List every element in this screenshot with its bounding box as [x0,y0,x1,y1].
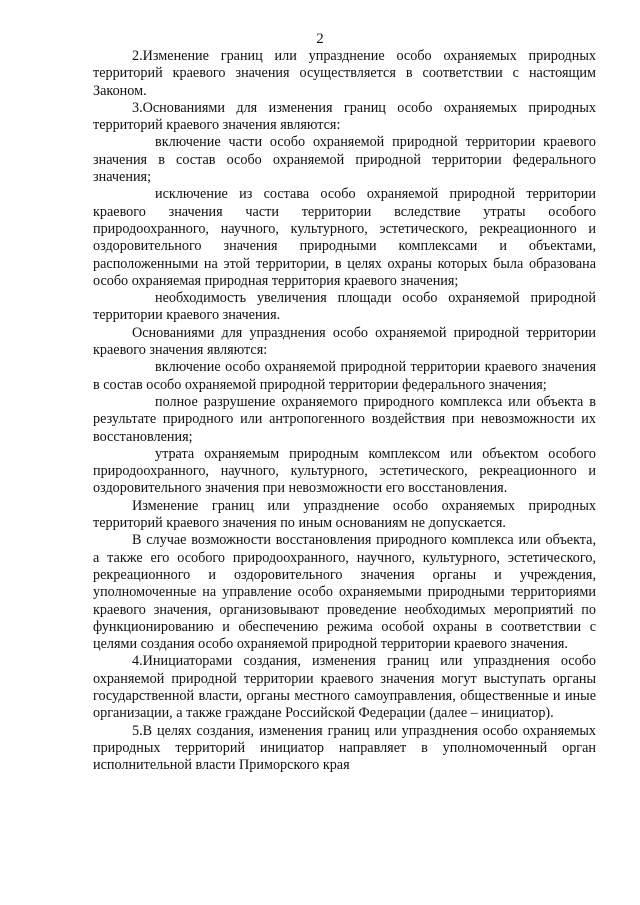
paragraph: утрата охраняемым природным комплексом или объектом особого природоохранного, научного, культурного, эстетического, рекреационного и оздоровительного значения при невозможности его восстановления. [93,445,596,497]
paragraph: 5.В целях создания, изменения границ или упразднения особо охраняемых природных территорий инициатор направляет в уполномоченный орган исполнительной власти Приморского края [93,722,596,774]
page-number: 2 [316,31,324,47]
paragraph: исключение из состава особо охраняемой природной территории краевого значения части территории вследствие утраты особого природоохранного, научного, культурного, эстетического, рекреационного и оздоровительного значения природными комплексами и объектами, расположенными на этой территории, в целях охраны которых была образована особо охраняемая природная территория краевого значения; [93,186,596,289]
paragraph: Изменение границ или упразднение особо охраняемых природных территорий краевого значения по иным основаниям не допускается. [93,497,596,532]
paragraph: В случае возможности восстановления природного комплекса или объекта, а также его особого природоохранного, научного, культурного, эстетического, рекреационного и оздоровительного значения органы и учреждения, уполномоченные на управление особо охраняемыми природными территориями краевого значения, организовывают проведение необходимых мероприятий по функционированию и обеспечению режима особой охраны в соответствии с целями создания особо охраняемой природной территории краевого значения. [93,532,596,653]
document-body [93,48,596,774]
paragraph: 2.Изменение границ или упразднение особо охраняемых природных территорий краевого значения осуществляется в соответствии с настоящим Законом. [93,48,596,99]
paragraph: включение части особо охраняемой природной территории краевого значения в состав особо охраняемой природной территории федерального значения; [93,134,596,186]
paragraph: 4.Инициаторами создания, изменения границ или упразднения особо охраняемой природной территории краевого значения могут выступать органы государственной власти, органы местного самоуправления, общественные и иные организации, а также граждане Российской Федерации (далее – инициатор). [93,653,596,722]
paragraph: необходимость увеличения площади особо охраняемой природной территории краевого значения. [93,290,596,324]
paragraph: Основаниями для упразднения особо охраняемой природной территории краевого значения являются: [93,324,596,359]
paragraph: включение особо охраняемой природной территории краевого значения в состав особо охраняемой природной территории федерального значения; [93,359,596,393]
paragraph: полное разрушение охраняемого природного комплекса или объекта в результате природного или антропогенного воздействия при невозможности их восстановления; [93,393,596,445]
paragraph: 3.Основаниями для изменения границ особо охраняемых природных территорий краевого значения являются: [93,99,596,134]
